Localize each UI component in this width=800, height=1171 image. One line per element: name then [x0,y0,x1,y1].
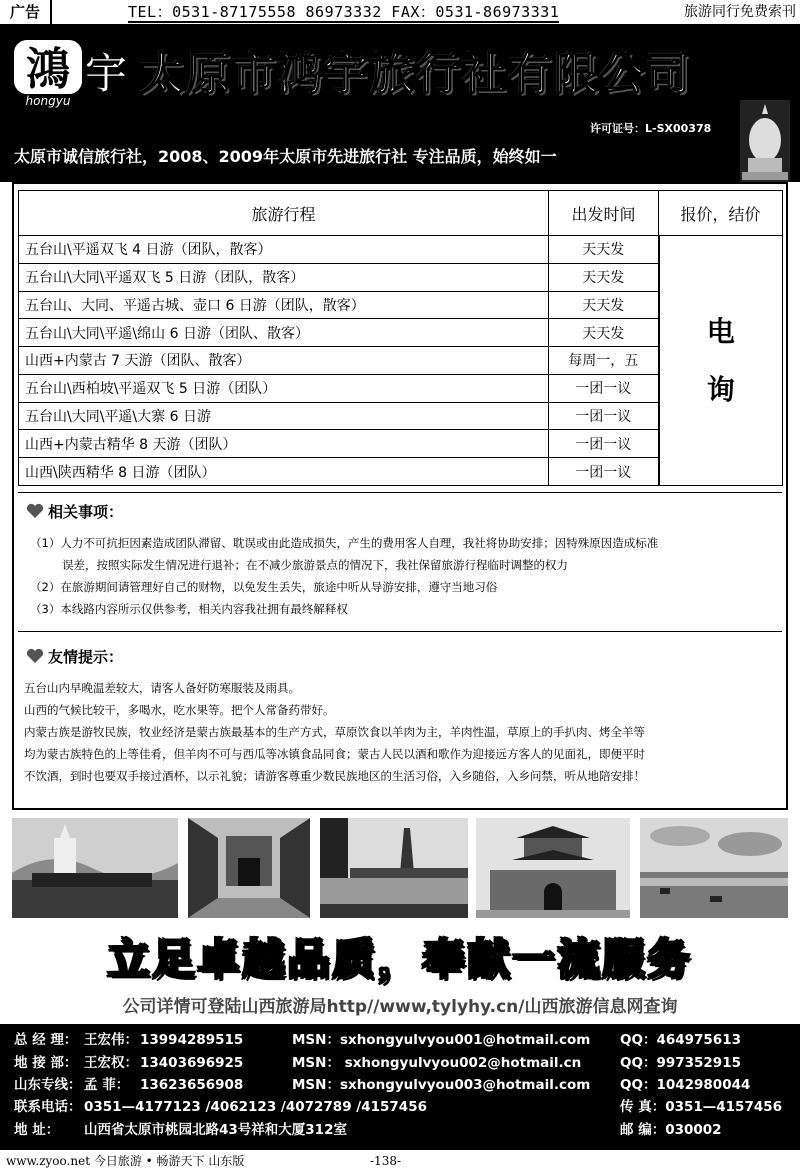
route-cell: 五台山\平遥双飞 4 日游（团队，散客） [19,236,549,264]
license-number: 许可证号：L-SX00378 [590,122,712,135]
contact-msn: MSN：sxhongyulvyou001@hotmail.com [292,1032,591,1048]
top-contact-text: TEL：0531-87175558 86973332 FAX：0531-86973331 [128,3,560,21]
tips-section [18,638,782,804]
table-header-row [19,191,783,236]
logo-char: 鴻 [26,44,70,95]
tip-line: 不饮酒，到时也要双手接过酒杯，以示礼貌；请游客尊重少数民族地区的生活习俗，入乡随俗，入乡问禁，听从地陪安排！ [24,769,645,783]
time-cell: 天天发 [549,291,659,319]
time-cell: 天天发 [549,236,659,264]
time-cell: 一团一议 [549,374,659,402]
contact-qq: QQ：1042980044 [620,1077,751,1093]
contact-label: 山东专线： [14,1077,82,1093]
website-line: 公司详情可登陆山西旅游局http//www,tylyhy.cn/山西旅游信息网查询 [122,997,678,1017]
heart-icon [26,503,44,519]
contact-phone: 13994289515 [140,1032,244,1048]
photo-grassland [640,818,788,918]
notes-section [18,492,782,632]
contact-label: 总 经 理： [14,1032,78,1048]
tip-line: 五台山内早晚温差较大，请客人备好防寒服装及雨具。 [24,681,300,695]
header-time: 出发时间 [549,191,659,236]
address-row [14,1120,794,1140]
tel-label: 联系电话： [14,1099,82,1115]
photo-city-gate [476,818,630,918]
notes-title [26,501,782,522]
contact-label: 地 接 部： [14,1055,78,1071]
company-name: 太原市鸿宇旅行社有限公司 [140,49,692,100]
tel-row [14,1097,794,1117]
slogan-bar: 太原市诚信旅行社，2008、2009年太原市先进旅行社 专注品质，始终如一 [14,147,557,166]
time-cell: 一团一议 [549,402,659,430]
footer [0,1152,800,1171]
free-label: 旅游同行免费索刊 [684,4,796,20]
tip-line: 内蒙古族是游牧民族，牧业经济是蒙古族最基本的生产方式，草原饮食以羊肉为主，羊肉性温，草原上的手扒肉、烤全羊等 [24,725,645,739]
time-cell: 每周一，五 [549,347,659,375]
price-line: 电 [706,314,735,348]
tips-title [26,646,782,667]
header-price: 报价，结价 [659,191,783,236]
price-line: 询 [706,372,735,406]
zip-code: 邮 编：030002 [620,1122,722,1138]
contact-msn: MSN： sxhongyulvyou002@hotmail.cn [292,1055,582,1071]
company-logo [12,38,130,108]
logo-char-2: 宇 [84,49,128,98]
route-cell: 山西\陕西精华 8 日游（团队） [19,458,549,486]
top-contact [128,0,628,24]
contact-name: 王宏权： [84,1055,138,1071]
contact-phone: 13403696925 [140,1055,244,1071]
contact-row [14,1030,794,1050]
price-cell [659,236,783,486]
contact-name: 孟 菲： [84,1077,130,1093]
contact-qq: QQ：997352915 [620,1055,741,1071]
header-route: 旅游行程 [19,191,549,236]
time-cell: 天天发 [549,319,659,347]
ad-label: 广告 [0,0,52,24]
contact-row [14,1053,794,1073]
route-cell: 五台山\大同\平遥双飞 5 日游（团队，散客） [19,263,549,291]
time-cell: 一团一议 [549,430,659,458]
note-line: 误差，按照实际发生情况进行退补；在不减少旅游景点的情况下，我社保留旅游行程临时调整的权力 [62,558,568,572]
logo-pinyin: hongyu [25,94,71,108]
tip-line: 山西的气候比较干，多喝水，吃水果等。把个人常备药带好。 [24,703,335,717]
big-slogan: 立足卓越品质，奉献一流服务 [107,935,693,984]
note-line: （1）人力不可抗拒因素造成团队滞留、耽误或由此造成损失，产生的费用客人自理，我社将协助安排；因特殊原因造成标准 [30,536,659,550]
table-row [19,236,783,264]
contact-phone: 13623656908 [140,1077,244,1093]
route-cell: 五台山\大同\平遥\大寨 6 日游 [19,402,549,430]
photo-wutaishan [12,818,178,918]
route-cell: 五台山\西柏坡\平遥双飞 5 日游（团队） [19,374,549,402]
address-label: 地 址： [14,1122,60,1138]
photo-courtyard [188,818,310,918]
contact-row [14,1075,794,1095]
note-line: （3）本线路内容所示仅供参考，相关内容我社拥有最终解释权 [30,602,348,616]
contact-qq: QQ：464975613 [620,1032,741,1048]
time-cell: 一团一议 [549,458,659,486]
photo-lake-pagoda [320,818,468,918]
footer-text: www.zyoo.net 今日旅游 • 畅游天下 山东版 [6,1154,245,1168]
time-cell: 天天发 [549,263,659,291]
address-text: 山西省太原市桃园北路43号祥和大厦312室 [84,1122,347,1138]
itinerary-table [18,190,782,486]
contact-name: 王宏伟： [84,1032,138,1048]
tel-numbers: 0351—4177123 /4062123 /4072789 /4157456 [84,1099,427,1115]
contact-msn: MSN：sxhongyulvyou003@hotmail.com [292,1077,591,1093]
notes-title-text: 相关事项： [48,503,124,521]
note-line: （2）在旅游期间请管理好自己的财物，以免发生丢失，旅途中听从导游安排，遵守当地习俗 [30,580,498,594]
heart-icon [26,648,44,664]
contact-block [0,1024,800,1150]
page-number: -138- [370,1154,402,1168]
route-cell: 五台山、大同、平遥古城、壶口 6 日游（团队，散客） [19,291,549,319]
route-cell: 山西+内蒙古精华 8 天游（团队） [19,430,549,458]
route-cell: 五台山\大同\平遥\绵山 6 日游（团队、散客） [19,319,549,347]
tip-line: 均为蒙古族特色的上等佳肴，但羊肉不可与西瓜等冰镇食品同食；蒙古人民以酒和歌作为迎接远方客人的见面礼，即便平时 [24,747,645,761]
tips-title-text: 友情提示： [48,648,124,666]
route-cell: 山西+内蒙古 7 天游（团队、散客） [19,347,549,375]
fax-number: 传 真：0351—4157456 [620,1099,783,1115]
